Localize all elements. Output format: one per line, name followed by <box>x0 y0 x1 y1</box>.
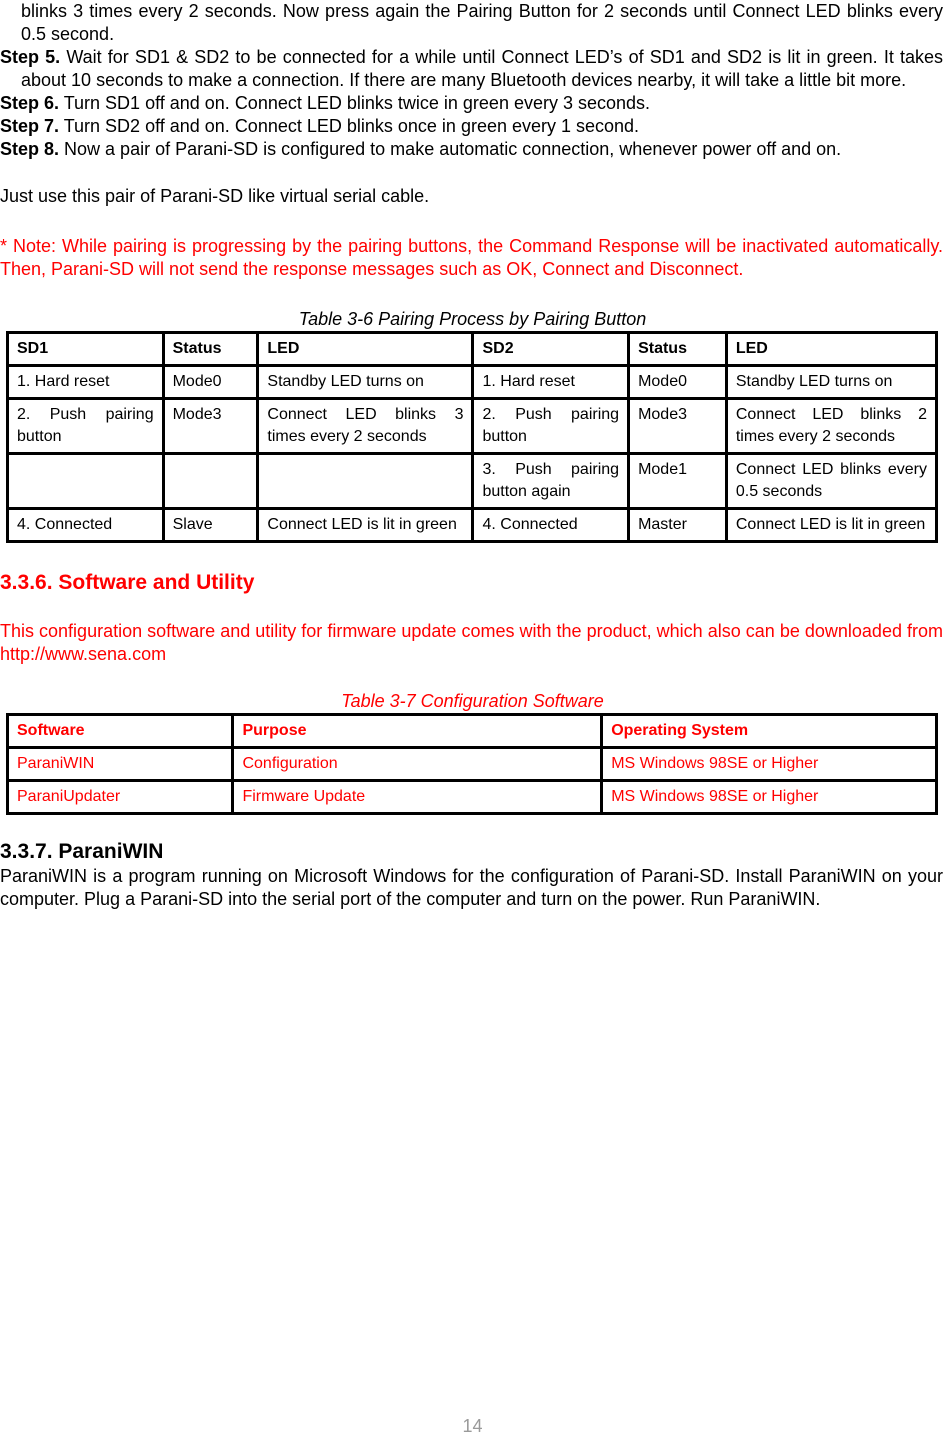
table-cell: Standby LED turns on <box>258 366 473 399</box>
step-text: Turn SD1 off and on. Connect LED blinks twice in green every 3 seconds. <box>59 93 651 113</box>
table-cell <box>8 454 164 509</box>
table-header-row <box>8 333 937 366</box>
section-heading-3-3-6: 3.3.6. Software and Utility <box>0 571 255 594</box>
configuration-software-table <box>6 713 938 815</box>
step-text: Now a pair of Parani-SD is configured to make automatic connection, whenever power off and on. <box>59 139 842 159</box>
step-label: Step 7. <box>0 116 60 136</box>
header-sd1: SD1 <box>8 333 164 366</box>
step-label: Step 5. <box>0 47 61 67</box>
table-cell: Mode0 <box>163 366 258 399</box>
table-cell: Configuration <box>233 748 602 781</box>
table-cell: Firmware Update <box>233 781 602 814</box>
table-cell: ParaniWIN <box>8 748 233 781</box>
table-cell: 1. Hard reset <box>473 366 629 399</box>
table-row <box>8 454 937 509</box>
table-row <box>8 748 937 781</box>
table-cell: 3. Push pairing button again <box>473 454 629 509</box>
table-cell: Connect LED is lit in green <box>726 509 936 542</box>
table-header-row <box>8 715 937 748</box>
section-3-3-6-body: This configuration software and utility for firmware update comes with the product, which also can be downloaded from http://www.sena.com <box>0 621 943 664</box>
header-software: Software <box>8 715 233 748</box>
table-row <box>8 399 937 454</box>
section-3-3-7-body: ParaniWIN is a program running on Microsoft Windows for the configuration of Parani-SD. Install ParaniWIN on your computer. Plug a Parani-SD into the serial port of the computer and turn on the power. Run ParaniWIN. <box>0 866 943 909</box>
table-cell: Mode0 <box>629 366 727 399</box>
pairing-note: * Note: While pairing is progressing by the pairing buttons, the Command Response will be inactivated automatically. Then, Parani-SD will not send the response messages such as OK, Connect and Disconnect. <box>0 236 943 279</box>
table-row <box>8 366 937 399</box>
table-cell: Mode3 <box>163 399 258 454</box>
header-led: LED <box>726 333 936 366</box>
step-label: Step 6. <box>0 93 60 113</box>
table-cell <box>163 454 258 509</box>
table-3-7-caption: Table 3-7 Configuration Software <box>341 691 604 711</box>
table-cell: 4. Connected <box>8 509 164 542</box>
page-number: 14 <box>462 1416 483 1436</box>
step-7 <box>0 115 943 138</box>
table-cell: MS Windows 98SE or Higher <box>602 748 937 781</box>
step4-continuation: blinks 3 times every 2 seconds. Now press again the Pairing Button for 2 seconds until Connect LED blinks every 0.5 second. <box>21 1 943 44</box>
table-cell: Master <box>629 509 727 542</box>
step-8 <box>0 138 943 161</box>
header-sd2: SD2 <box>473 333 629 366</box>
table-cell: 2. Push pairing button <box>8 399 164 454</box>
step-text: Wait for SD1 & SD2 to be connected for a while until Connect LED’s of SD1 and SD2 is lit in green. It takes about 10 seconds to make a connection. If there are many Bluetooth devices nearby, it will take a little bit more. <box>21 47 943 90</box>
step-5 <box>0 46 943 92</box>
header-operating-system: Operating System <box>602 715 937 748</box>
table-cell: 2. Push pairing button <box>473 399 629 454</box>
pairing-process-table <box>6 331 938 543</box>
table-cell: Standby LED turns on <box>726 366 936 399</box>
table-row <box>8 781 937 814</box>
table-cell: Connect LED blinks 2 times every 2 seconds <box>726 399 936 454</box>
header-status: Status <box>629 333 727 366</box>
table-cell: Mode3 <box>629 399 727 454</box>
table-cell: Slave <box>163 509 258 542</box>
virtual-cable-text: Just use this pair of Parani-SD like virtual serial cable. <box>0 186 430 206</box>
step-text: Turn SD2 off and on. Connect LED blinks once in green every 1 second. <box>59 116 640 136</box>
header-status: Status <box>163 333 258 366</box>
header-purpose: Purpose <box>233 715 602 748</box>
table-3-6-caption: Table 3-6 Pairing Process by Pairing Button <box>298 309 647 329</box>
table-cell: Connect LED is lit in green <box>258 509 473 542</box>
table-cell: 1. Hard reset <box>8 366 164 399</box>
table-cell: MS Windows 98SE or Higher <box>602 781 937 814</box>
step-label: Step 8. <box>0 139 60 159</box>
table-cell: ParaniUpdater <box>8 781 233 814</box>
table-cell <box>258 454 473 509</box>
section-heading-3-3-7: 3.3.7. ParaniWIN <box>0 840 164 863</box>
table-cell: Connect LED blinks 3 times every 2 seconds <box>258 399 473 454</box>
table-row <box>8 509 937 542</box>
table-cell: Mode1 <box>629 454 727 509</box>
table-cell: Connect LED blinks every 0.5 seconds <box>726 454 936 509</box>
step-6 <box>0 92 943 115</box>
header-led: LED <box>258 333 473 366</box>
table-cell: 4. Connected <box>473 509 629 542</box>
